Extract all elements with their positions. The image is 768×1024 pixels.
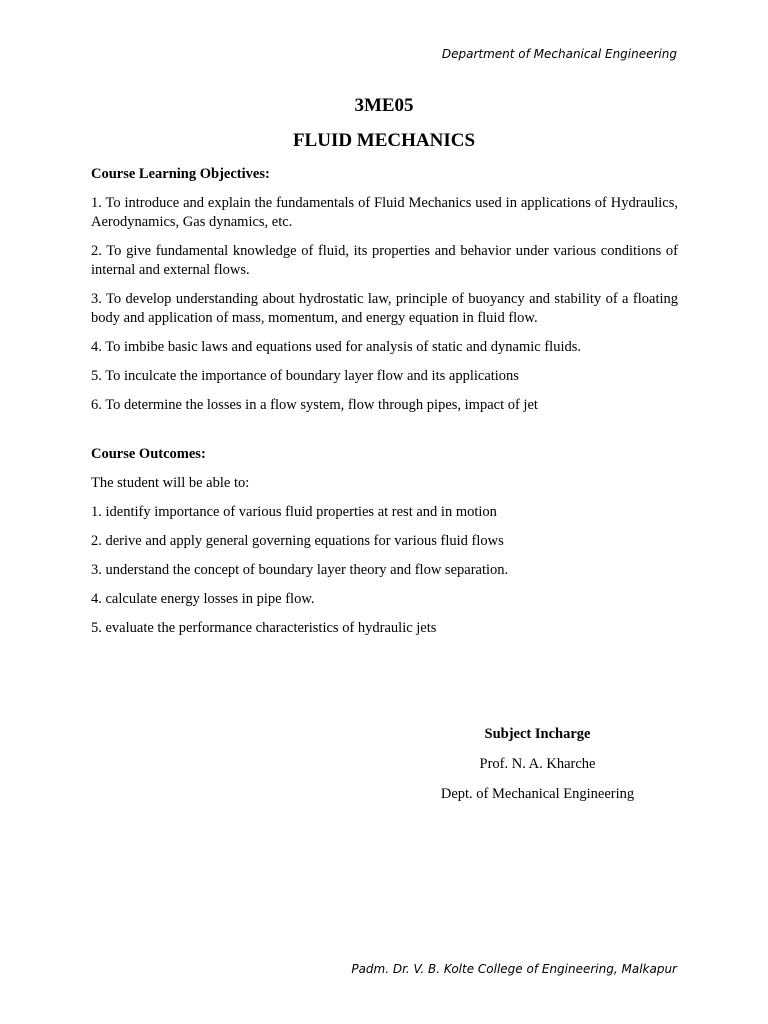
objective-item: 4. To imbibe basic laws and equations used for analysis of static and dynamic fluids. — [91, 339, 582, 355]
running-footer: Padm. Dr. V. B. Kolte College of Engineering, Malkapur — [351, 962, 677, 976]
signature-heading: Subject Incharge — [484, 726, 591, 742]
running-header: Department of Mechanical Engineering — [441, 47, 677, 61]
objective-item: 6. To determine the losses in a flow system, flow through pipes, impact of jet — [91, 397, 538, 413]
outcome-item: 3. understand the concept of boundary layer theory and flow separation. — [91, 562, 509, 578]
objective-item: 1. To introduce and explain the fundamentals of Fluid Mechanics used in applications of Hydraulics, Aerodynamics, Gas dynamics, etc. — [91, 195, 678, 230]
objective-item: 3. To develop understanding about hydrostatic law, principle of buoyancy and stability of a floating body and application of mass, momentum, and energy equation in fluid flow. — [91, 291, 678, 326]
objective-item: 2. To give fundamental knowledge of fluid, its properties and behavior under various conditions of internal and external flows. — [91, 243, 678, 278]
outcome-item: 1. identify importance of various fluid properties at rest and in motion — [91, 504, 497, 520]
outcome-item: 4. calculate energy losses in pipe flow. — [91, 591, 315, 607]
signature-block — [405, 725, 670, 815]
objectives-heading: Course Learning Objectives: — [91, 166, 270, 182]
objective-item: 5. To inculcate the importance of boundary layer flow and its applications — [91, 368, 519, 384]
signature-name: Prof. N. A. Kharche — [479, 756, 596, 772]
course-title: FLUID MECHANICS — [292, 130, 476, 151]
course-code: 3ME05 — [354, 95, 414, 116]
signature-department: Dept. of Mechanical Engineering — [440, 786, 635, 802]
content-body — [91, 165, 678, 648]
outcome-item: 2. derive and apply general governing equations for various fluid flows — [91, 533, 504, 549]
outcome-item: 5. evaluate the performance characteristics of hydraulic jets — [91, 620, 437, 636]
section-spacer — [91, 425, 678, 445]
outcomes-heading: Course Outcomes: — [91, 446, 206, 462]
outcomes-intro: The student will be able to: — [91, 475, 250, 491]
